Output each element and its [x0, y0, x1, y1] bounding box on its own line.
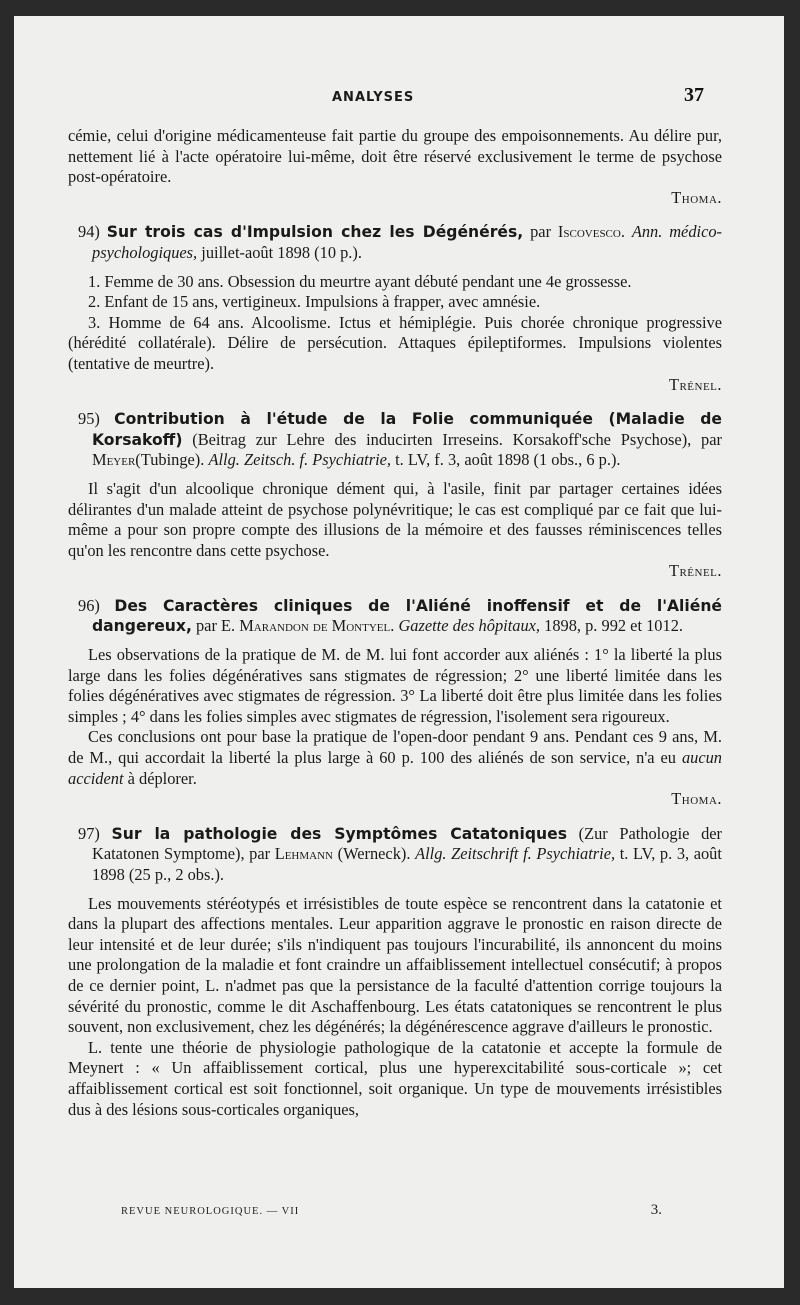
entry-95-ref: (Beitrag zur Lehre des inducirten Irreseins. Korsakoff'sche Psychose), par: [192, 429, 722, 449]
list-item: 3. Homme de 64 ans. Alcoolisme. Ictus et hémiplégie. Puis chorée chronique progressive (hérédité collatérale). Délire de persécution. Attaques épileptiformes. Impulsions violentes (tentative de meurtre).: [68, 312, 722, 373]
entry-96-paragraph-tail: à déplorer.: [127, 768, 197, 788]
intro-signature: Thoma.: [671, 187, 722, 207]
entry-96-body: [68, 645, 722, 810]
entry-94-title: Sur trois cas d'Impulsion chez les Dégénérés,: [106, 223, 524, 242]
entry-94-signature: Trénel.: [668, 374, 722, 394]
entry-97-author: Lehmann: [274, 844, 333, 864]
entry-96-signature: Thoma.: [671, 789, 722, 809]
entry-94-journal: Ann. médico-psychologiques,: [92, 222, 723, 262]
entry-94-ref: par: [530, 222, 552, 242]
entry-96-paragraph-text: Ces conclusions ont pour base la pratique de l'open-door pendant 9 ans. Pendant ces 9 ans, M. de M., qui accordait la liberté la plus large à 60 p. 100 des aliénés de son service, n'a eu: [68, 727, 722, 768]
entry-95-body: [68, 479, 722, 582]
running-head: [14, 86, 784, 116]
entry-95-title: Contribution à l'étude de la Folie communiquée (Maladie de Korsakoff): [92, 410, 722, 449]
entry-97-ref: (Zur Pathologie der Katatonen Symptome), par: [92, 823, 722, 864]
entry-95-details: t. LV, f. 3, août 1898 (1 obs., 6 p.).: [395, 450, 621, 470]
entry-95-heading: [68, 409, 722, 471]
signature-mark: 3.: [650, 1202, 662, 1218]
list-item: 2. Enfant de 15 ans, vertigineux. Impulsions à frapper, avec amnésie.: [88, 292, 541, 312]
journal-footer: REVUE NEUROLOGIQUE. — VII: [121, 1206, 300, 1217]
entry-96-heading: [68, 596, 722, 637]
entry-97: [68, 824, 722, 1120]
entry-94-author: Iscovesco.: [557, 222, 625, 242]
entry-97-body: [68, 894, 722, 1121]
list-item: 1. Femme de 30 ans. Obsession du meurtre ayant débuté pendant une 4e grossesse.: [88, 271, 632, 291]
running-title: ANALYSES: [332, 90, 415, 105]
entry-95-author: Meyer: [92, 450, 136, 470]
entry-96-number: 96): [78, 595, 100, 615]
entry-94: [68, 222, 722, 395]
intro-text: cémie, celui d'origine médicamenteuse fait partie du groupe des empoisonnements. Au délire pur, nettement lié à l'acte opératoire lui-même, doit être réservé exclusivement le terme de psychose post-opératoire.: [68, 126, 722, 187]
entry-97-number: 97): [78, 823, 100, 843]
entry-97-paragraph: L. tente une théorie de physiologie pathologique de la catatonie et accepte la formule de Meynert : « Un affaiblissement cortical, plus une hyperexcitabilité sous-corticale »; cet affaiblissement cortical est soit fonctionnel, soit organique. Un type de mouvements irrésistibles dus à des lésions sous-corticales organiques,: [68, 1037, 722, 1119]
entry-95: [68, 409, 722, 582]
entry-97-title: Sur la pathologie des Symptômes Catatoniques: [111, 824, 567, 843]
page: [14, 16, 784, 1288]
entry-97-details: t. LV, p. 3, août 1898 (25 p., 2 obs.).: [92, 844, 722, 884]
page-content: [68, 126, 722, 1120]
intro-paragraph: [68, 126, 722, 208]
entry-96-author: Marandon de Montyel.: [239, 616, 395, 636]
page-number: 37: [684, 84, 704, 106]
entry-96-ref: par E.: [195, 616, 236, 636]
entry-95-signature: Trénel.: [668, 561, 722, 581]
entry-96-emphasis: aucun accident: [68, 748, 722, 788]
entry-94-heading: [68, 222, 722, 263]
entry-95-place: (Tubinge).: [135, 450, 205, 470]
page-footer: [14, 1202, 784, 1224]
entry-96-paragraph: [68, 727, 722, 789]
entry-95-journal: Allg. Zeitsch. f. Psychiatrie,: [208, 450, 392, 470]
entry-96: [68, 596, 722, 810]
entry-97-journal: Allg. Zeitschrift f. Psychiatrie,: [415, 844, 616, 864]
entry-97-place: (Werneck).: [337, 844, 411, 864]
entry-97-heading: [68, 824, 722, 886]
entry-95-number: 95): [78, 409, 100, 429]
entry-94-details: juillet-août 1898 (10 p.).: [201, 242, 362, 262]
entry-97-paragraph: Les mouvements stéréotypés et irrésistibles de toute espèce se rencontrent dans la catatonie et dans la plupart des affections mentales. Leur apparition aggrave le pronostic en raison directe de leur intensité et de leur durée; s'ils n'indiquent pas toujours l'incurabilité, ils annoncent du moins une prolongation de la maladie et font craindre un affaiblissement intellectuel consécutif; à propos de ce dernier point, L. n'admet pas que la persistance de la faculté d'attention corrige toujours la sévérité du pronostic, comme le dit Aschaffenbourg. Les états catatoniques se rencontrent le plus souvent, non exclusivement, chez les dégénérés; la dégénérescence aggrave d'ailleurs le pronostic.: [68, 893, 722, 1037]
entry-94-items: [68, 272, 722, 396]
entry-96-paragraph: Les observations de la pratique de M. de M. lui font accorder aux aliénés : 1° la liberté la plus large dans les folies dégénératives sans stigmates de régression; 2° une liberté limitée dans les folies dégénératives avec stigmates de régression. 3° La liberté doit être plus limitée dans les folies simples ; 4° dans les folies simples avec stigmates de régression, l'isolement sera rigoureux.: [68, 645, 722, 726]
entry-96-journal: Gazette des hôpitaux,: [398, 616, 541, 636]
entry-96-details: 1898, p. 992 et 1012.: [544, 616, 683, 636]
entry-95-text: Il s'agit d'un alcoolique chronique dément qui, à l'asile, finit par partager certaines idées délirantes d'un malade atteint de psychose polynévritique; le cas est compliqué par ce fait que lui-même a pour son propre compte des illusions de la mémoire et des fausses réminiscences telles qu'on les rencontre dans cette psychose.: [68, 478, 722, 560]
entry-94-number: 94): [78, 222, 100, 242]
entry-96-title: Des Caractères cliniques de l'Aliéné inoffensif et de l'Aliéné dangereux,: [92, 596, 722, 636]
